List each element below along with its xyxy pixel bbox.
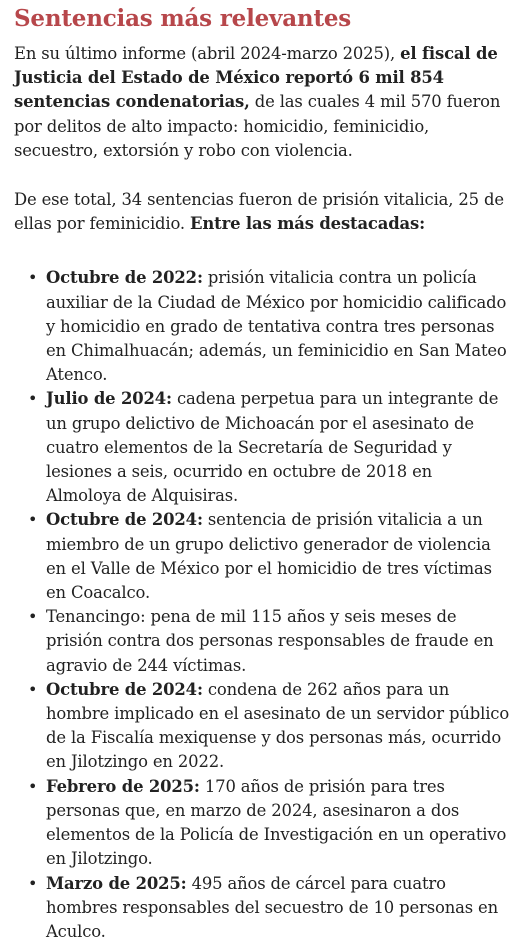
intro-paragraph: [14, 42, 512, 163]
bullet-icon: •: [28, 678, 37, 702]
item-text: 170 años de prisión para tres personas que, en marzo de 2024, asesinaron a dos elementos de la Policía de Investigación en un operativo en Jilotzingo.: [46, 777, 506, 869]
summary-text: De ese total, 34 sentencias fueron de prisión vitalicia, 25 de ellas por feminicidio.: [14, 190, 504, 233]
item-text: cadena perpetua para un integrante de un grupo delictivo de Michoacán por el asesinato de cuatro elementos de la Secretaría de Seguridad y lesiones a seis, ocurrido en octubre de 2018 en Almoloya de Alquisiras.: [46, 389, 498, 505]
highlights-list: [14, 266, 512, 944]
summary-paragraph: [14, 188, 512, 236]
bullet-icon: •: [28, 775, 37, 799]
list-item: [14, 775, 512, 872]
bullet-icon: •: [28, 266, 37, 290]
item-text: prisión vitalicia contra un policía auxiliar de la Ciudad de México por homicidio calificado y homicidio en grado de tentativa contra tres personas en Chimalhuacán; además, un feminicidio en San Mateo Atenco.: [46, 268, 507, 384]
list-item: [14, 508, 512, 605]
section-title: Sentencias más relevantes: [14, 4, 512, 34]
item-date: Febrero de 2025:: [46, 777, 200, 796]
list-item: [14, 872, 512, 944]
item-text: condena de 262 años para un hombre implicado en el asesinato de un servidor público de la Fiscalía mexiquense y dos personas más, ocurrido en Jilotzingo en 2022.: [46, 680, 509, 772]
item-date: Octubre de 2022:: [46, 268, 203, 287]
intro-lead-text: En su último informe (abril 2024-marzo 2025),: [14, 44, 400, 63]
item-text: sentencia de prisión vitalicia a un miembro de un grupo delictivo generador de violencia en el Valle de México por el homicidio de tres víctimas en Coacalco.: [46, 510, 492, 602]
bullet-icon: •: [28, 872, 37, 896]
item-text: Tenancingo: pena de mil 115 años y seis meses de prisión contra dos personas responsables de fraude en agravio de 244 víctimas.: [46, 607, 494, 674]
bullet-icon: •: [28, 508, 37, 532]
bullet-icon: •: [28, 387, 37, 411]
list-item: [14, 678, 512, 775]
list-item: [14, 605, 512, 678]
item-text: 495 años de cárcel para cuatro hombres responsables del secuestro de 10 personas en Aculco.: [46, 874, 498, 941]
summary-bold-text: Entre las más destacadas:: [190, 214, 425, 233]
bullet-icon: •: [28, 605, 37, 629]
item-date: Octubre de 2024:: [46, 680, 203, 699]
list-item: [14, 266, 512, 387]
intro-rest-text: de las cuales 4 mil 570 fueron por delitos de alto impacto: homicidio, feminicidio, secuestro, extorsión y robo con violencia.: [14, 92, 500, 159]
item-date: Julio de 2024:: [46, 389, 172, 408]
intro-bold-text: el fiscal de Justicia del Estado de México reportó 6 mil 854 sentencias condenatorias,: [14, 44, 498, 111]
article-body: [14, 0, 512, 944]
list-item: [14, 387, 512, 508]
item-date: Octubre de 2024:: [46, 510, 203, 529]
item-date: Marzo de 2025:: [46, 874, 187, 893]
